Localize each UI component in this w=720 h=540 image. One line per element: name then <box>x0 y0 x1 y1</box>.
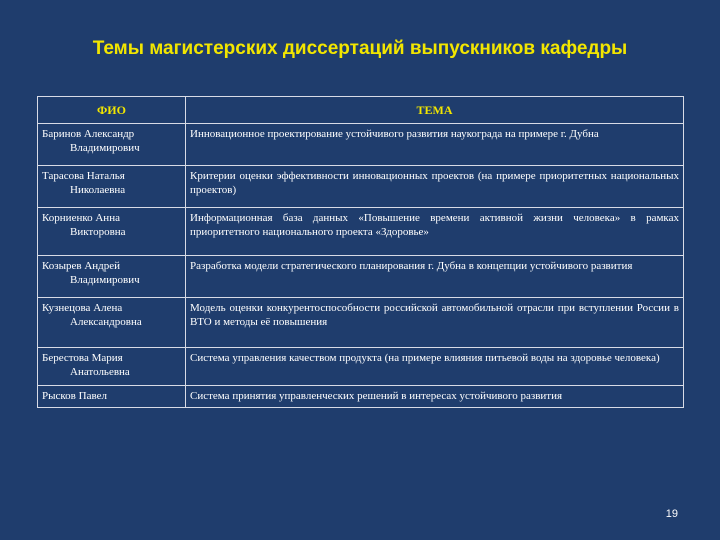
slide-number: 19 <box>665 508 678 520</box>
name-cell: Корниенко Анна Викторовна <box>38 208 186 256</box>
table-row <box>38 348 684 386</box>
topic-cell: Информационная база данных «Повышение времени активной жизни человека» в рамках приоритетного национального проекта «Здоровье» <box>186 208 684 256</box>
topic-cell: Разработка модели стратегического планирования г. Дубна в концепции устойчивого развития <box>186 256 684 298</box>
table-row <box>38 386 684 408</box>
topic-cell: Система принятия управленческих решений в интересах устойчивого развития <box>186 386 684 408</box>
table-row <box>38 166 684 208</box>
topic-cell: Инновационное проектирование устойчивого развития наукограда на примере г. Дубна <box>186 124 684 166</box>
name-cell: Козырев Андрей Владимирович <box>38 256 186 298</box>
table-row <box>38 124 684 166</box>
theses-table <box>37 96 684 408</box>
table-row <box>38 298 684 348</box>
topic-cell: Система управления качеством продукта (на примере влияния питьевой воды на здоровье человека) <box>186 348 684 386</box>
slide-title: Темы магистерских диссертаций выпускников кафедры <box>92 38 628 59</box>
name-cell: Берестова Мария Анатольевна <box>38 348 186 386</box>
name-cell: Тарасова Наталья Николаевна <box>38 166 186 208</box>
header-fio: ФИО <box>38 97 186 124</box>
table-row <box>38 208 684 256</box>
name-cell: Кузнецова Алена Александровна <box>38 298 186 348</box>
topic-cell: Модель оценки конкурентоспособности российской автомобильной отрасли при вступлении России в ВТО и методы её повышения <box>186 298 684 348</box>
table-row <box>38 256 684 298</box>
topic-cell: Критерии оценки эффективности инновационных проектов (на примере приоритетных национальных проектов) <box>186 166 684 208</box>
name-cell: Баринов Александр Владимирович <box>38 124 186 166</box>
table-header-row <box>38 97 684 124</box>
name-cell: Рысков Павел <box>38 386 186 408</box>
header-topic: ТЕМА <box>186 97 684 124</box>
